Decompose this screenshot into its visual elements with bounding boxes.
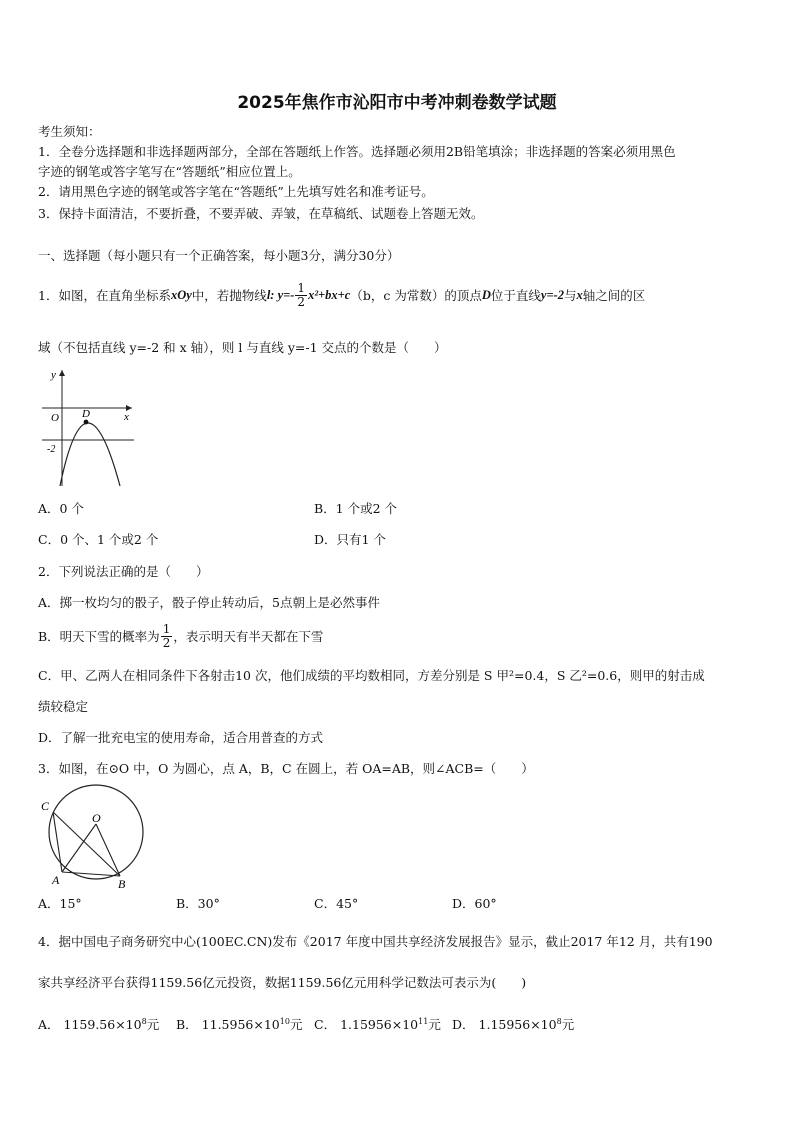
segment-ca — [53, 812, 62, 872]
q1-option-d[interactable]: D．只有1 个 — [314, 532, 386, 547]
option-base: 1.15956×10 — [340, 1017, 419, 1032]
q4-option-d[interactable] — [452, 1015, 574, 1033]
q1-text: （b，c 为常数）的顶点 — [350, 288, 482, 303]
q4-option-b[interactable] — [176, 1015, 302, 1033]
segment-ab — [62, 872, 120, 876]
q4-stem-line2: 家共享经济平台获得1159.56亿元投资，数据1159.56亿元用科学记数法可表示为( ) — [38, 975, 527, 990]
option-exponent: 8 — [141, 1016, 147, 1026]
label-origin: O — [51, 412, 59, 424]
label-b: B — [118, 877, 126, 888]
q1-math: y=-2 — [540, 287, 564, 302]
q3-circle-figure — [38, 784, 150, 888]
q2-fraction — [161, 623, 173, 649]
q1-text: 中，若抛物线 — [191, 288, 267, 303]
q1-math: D — [481, 287, 491, 302]
option-unit: 元 — [289, 1017, 303, 1032]
segment-cb — [53, 812, 120, 876]
option-label: C． — [314, 1017, 337, 1032]
q1-parabola-figure — [38, 366, 138, 488]
label-y: y — [51, 369, 56, 381]
option-exponent: 10 — [279, 1016, 290, 1026]
parabola-curve — [60, 423, 120, 486]
vertex-d-point — [84, 420, 89, 425]
q1-text: 轴之间的区 — [582, 288, 646, 303]
q1-option-b[interactable]: B．1 个或2 个 — [314, 501, 398, 516]
q1-math: xOy — [170, 287, 192, 302]
q1-math: x — [576, 287, 583, 302]
q1-math: l: y=- — [266, 287, 295, 302]
option-exponent: 8 — [556, 1016, 562, 1026]
q3-stem: 3．如图，在⊙O 中，O 为圆心，点 A，B，C 在圆上，若 OA=AB，则∠ACB=（ ） — [38, 761, 534, 776]
notice-item: 字迹的钢笔或答字笔写在“答题纸”相应位置上。 — [38, 164, 301, 179]
label-a: A — [52, 873, 60, 887]
q2-option-d[interactable]: D．了解一批充电宝的使用寿命，适合用普查的方式 — [38, 730, 324, 745]
q2-option-b[interactable] — [38, 618, 323, 654]
section-heading: 一、选择题（每小题只有一个正确答案，每小题3分，满分30分） — [38, 248, 400, 263]
option-unit: 元 — [428, 1017, 441, 1032]
fraction-denominator: 2 — [297, 294, 306, 309]
y-axis-arrow — [59, 370, 65, 376]
q4-option-c[interactable] — [314, 1015, 441, 1033]
q1-math: x²+bx+c — [308, 287, 351, 302]
q2-option-b-text: B．明天下雪的概率为 — [38, 629, 160, 644]
option-base: 1159.56×10 — [63, 1017, 142, 1032]
q1-text: 与 — [563, 288, 577, 303]
q3-option-b[interactable]: B．30° — [176, 896, 220, 911]
fraction-numerator: 1 — [162, 621, 171, 636]
q1-option-c[interactable]: C．0 个、1 个或2 个 — [38, 532, 159, 547]
label-minus-2: -2 — [47, 444, 56, 455]
fraction-denominator: 2 — [162, 635, 171, 650]
q2-option-c[interactable]: C．甲、乙两人在相同条件下各射击10 次，他们成绩的平均数相同，方差分别是 S 甲²=0.4，S 乙²=0.6，则甲的射击成 — [38, 668, 705, 683]
q3-option-d[interactable]: D．60° — [452, 896, 497, 911]
notice-heading: 考生须知： — [38, 124, 101, 139]
label-d: D — [82, 408, 90, 420]
notice-item: 2．请用黑色字迹的钢笔或答字笔在“答题纸”上先填写姓名和准考证号。 — [38, 184, 434, 199]
q4-stem-line1: 4．据中国电子商务研究中心(100EC.CN)发布《2017 年度中国共享经济发展报告》显示，截止2017 年12 月，共有190 — [38, 934, 713, 949]
q1-text: 1．如图，在直角坐标系 — [38, 288, 171, 303]
q1-fraction — [295, 282, 307, 308]
option-exponent: 11 — [418, 1016, 429, 1026]
option-unit: 元 — [561, 1017, 575, 1032]
option-base: 1.15956×10 — [478, 1017, 557, 1032]
q1-stem-line1 — [38, 276, 645, 314]
option-label: B． — [176, 1017, 198, 1032]
q3-option-a[interactable]: A．15° — [38, 896, 82, 911]
q2-stem: 2．下列说法正确的是（ ） — [38, 564, 209, 579]
q1-stem-line2: 域（不包括直线 y=-2 和 x 轴），则 l 与直线 y=-1 交点的个数是（ ） — [38, 340, 447, 355]
q4-option-a[interactable] — [38, 1015, 159, 1033]
label-x: x — [124, 411, 129, 423]
fraction-numerator: 1 — [297, 280, 306, 295]
q2-option-a[interactable]: A．掷一枚均匀的骰子，骰子停止转动后，5点朝上是必然事件 — [38, 595, 380, 610]
label-c: C — [41, 799, 50, 813]
q1-text: 位于直线 — [490, 288, 541, 303]
notice-item: 3．保持卡面清洁，不要折叠，不要弄破、弄皱，在草稿纸、试题卷上答题无效。 — [38, 206, 484, 221]
option-label: A． — [38, 1017, 60, 1032]
notice-item: 1．全卷分选择题和非选择题两部分，全部在答题纸上作答。选择题必须用2B铅笔填涂；非选择题的答案必须用黑色 — [38, 144, 676, 159]
option-base: 11.5956×10 — [201, 1017, 280, 1032]
q2-option-b-text: ，表示明天有半天都在下雪 — [173, 629, 324, 644]
q3-option-c[interactable]: C．45° — [314, 896, 359, 911]
page-title: 2025年焦作市沁阳市中考冲刺卷数学试题 — [237, 93, 557, 113]
circle-o — [49, 785, 143, 879]
label-o: O — [92, 811, 101, 825]
option-unit: 元 — [146, 1017, 160, 1032]
q1-option-a[interactable]: A．0 个 — [38, 501, 84, 516]
q2-option-c-cont: 绩较稳定 — [38, 699, 89, 714]
option-label: D． — [452, 1017, 475, 1032]
segment-ob — [96, 824, 120, 876]
